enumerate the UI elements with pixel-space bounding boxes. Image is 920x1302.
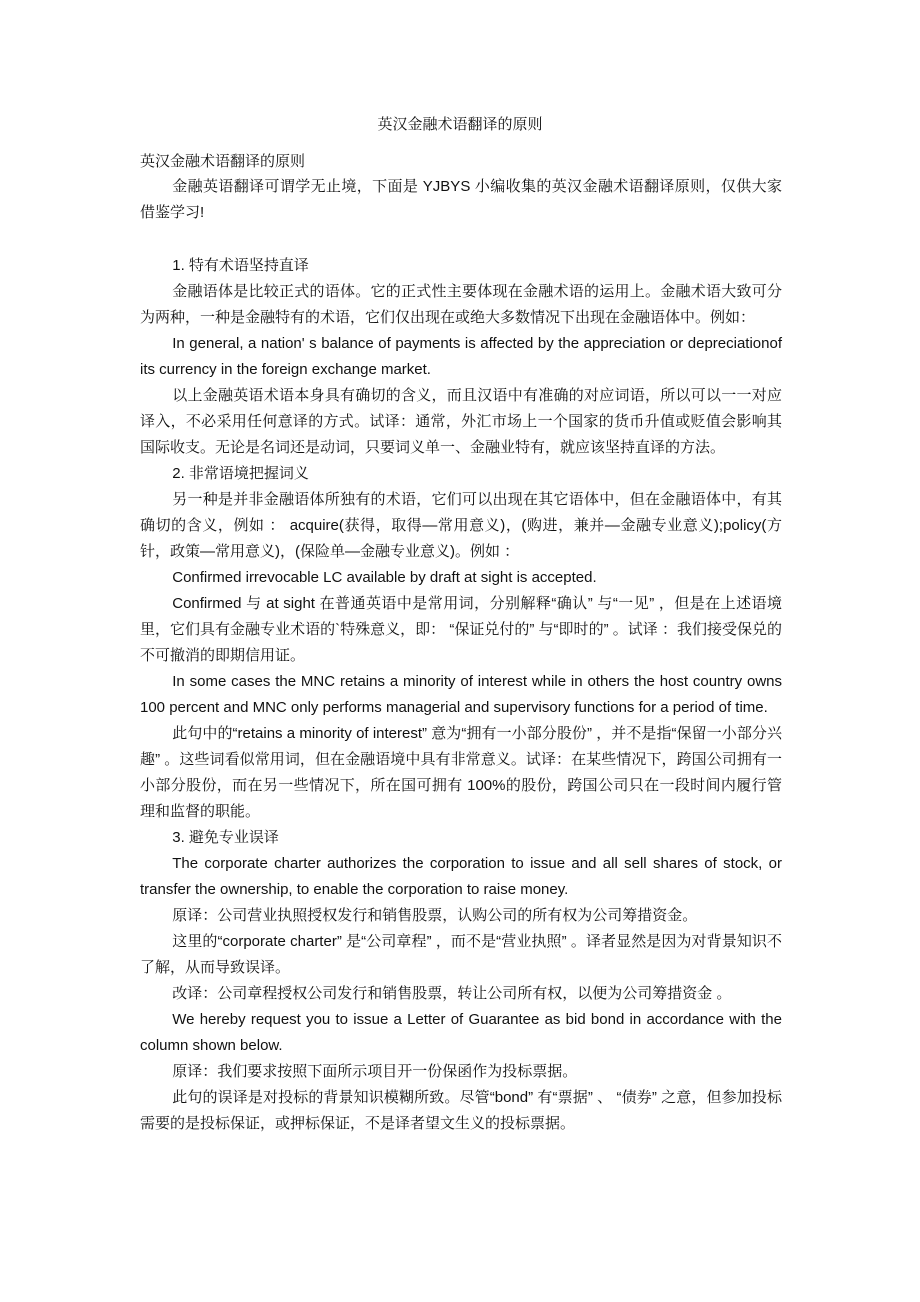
- english-example: Confirmed irrevocable LC available by draft at sight is accepted.: [172, 569, 597, 586]
- paragraph: 此句的误译是对投标的背景知识模糊所致。尽管“bond” 有“票据” 、 “债券” 之意，但参加投标需要的是投标保证，或押标保证，不是译者望文生义的投标票据。: [140, 1089, 782, 1132]
- section-heading-2: 2. 非常语境把握词义: [172, 465, 309, 482]
- paragraph: 以上金融英语术语本身具有确切的含义，而且汉语中有准确的对应词语，所以可以一一对应译入，不必采用任何意译的方式。试译：通常，外汇市场上一个国家的货币升值或贬值会影响其国际收支。无论是名词还是动词，只要词义单一、金融业特有，就应该坚持直译的方法。: [140, 387, 782, 456]
- paragraph: 另一种是并非金融语体所独有的术语，它们可以出现在其它语体中，但在金融语体中，有其确切的含义，例如 ： acquire(获得，取得—常用意义)，(购进，兼并—金融专业意义);policy(方针，政策—常用意义)，(保险单—金融专业意义)。例如 ：: [140, 491, 782, 560]
- paragraph: 此句中的“retains a minority of interest” 意为“拥有一小部分股份” ，并不是指“保留一小部分兴趣” 。这些词看似常用词，但在金融语境中具有非常意义。试译：在某些情况下，跨国公司拥有一小部分股份，而在另一些情况下，所在国可拥有 100%的股份，跨国公司只在一段时间内履行管理和监督的职能。: [140, 725, 782, 820]
- paragraph: 这里的“corporate charter” 是“公司章程” ，而不是“营业执照” 。译者显然是因为对背景知识不了解，从而导致误译。: [140, 933, 782, 976]
- paragraph: 原译：公司营业执照授权发行和销售股票，认购公司的所有权为公司筹措资金。: [172, 907, 698, 924]
- english-example: In general, a nation' s balance of payments is affected by the appreciation or depreciationof its currency in the foreign exchange market.: [140, 335, 782, 378]
- subtitle-heading: 英汉金融术语翻译的原则: [140, 153, 306, 170]
- intro-paragraph: 金融英语翻译可谓学无止境，下面是 YJBYS 小编收集的英汉金融术语翻译原则，仅供大家借鉴学习!: [140, 178, 782, 221]
- paragraph: Confirmed 与 at sight 在普通英语中是常用词，分别解释“确认” 与“一见” ，但是在上述语境里，它们具有金融专业术语的`特殊意义，即： “保证兑付的” 与“即时的” 。试译 ：我们接受保兑的不可撤消的即期信用证。: [140, 595, 782, 664]
- section-heading-3: 3. 避免专业误译: [172, 829, 279, 846]
- english-example: We hereby request you to issue a Letter of Guarantee as bid bond in accordance with the column shown below.: [140, 1011, 782, 1054]
- document-body: [140, 149, 782, 1137]
- paragraph: 改译：公司章程授权公司发行和销售股票，转让公司所有权，以便为公司筹措资金 。: [172, 985, 732, 1002]
- paragraph: 原译：我们要求按照下面所示项目开一份保函作为投标票据。: [172, 1063, 578, 1080]
- section-heading-1: 1. 特有术语坚持直译: [172, 257, 309, 274]
- english-example: In some cases the MNC retains a minority of interest while in others the host country owns 100 percent and MNC only performs managerial and supervisory functions for a period of time.: [140, 673, 782, 716]
- english-example: The corporate charter authorizes the corporation to issue and all sell shares of stock, or transfer the ownership, to enable the corporation to raise money.: [140, 855, 782, 898]
- document-title: 英汉金融术语翻译的原则: [377, 116, 543, 133]
- paragraph: 金融语体是比较正式的语体。它的正式性主要体现在金融术语的运用上。金融术语大致可分为两种，一种是金融特有的术语，它们仅出现在或绝大多数情况下出现在金融语体中。例如：: [140, 283, 782, 326]
